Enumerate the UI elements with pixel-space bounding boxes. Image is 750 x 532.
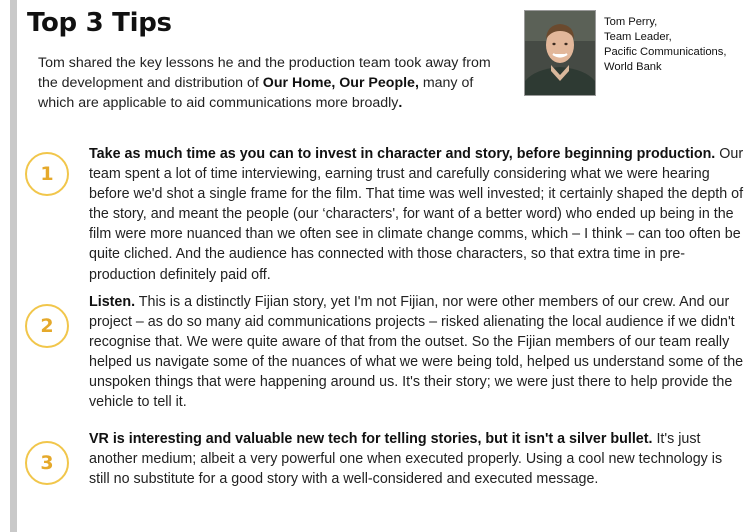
tip-body <box>89 292 744 413</box>
left-accent-bar <box>10 0 17 532</box>
person-portrait-icon <box>525 11 595 95</box>
intro-paragraph <box>38 53 508 113</box>
profile-photo <box>524 10 596 96</box>
intro-text: Tom shared the key lessons he and the production team took away from the development and distribution of <box>38 55 491 91</box>
profile-caption <box>604 15 750 75</box>
profile-name: Tom Perry, <box>604 16 658 28</box>
film-title: Our Home, Our People, <box>262 75 419 91</box>
tip-number-badge: 2 <box>25 304 69 348</box>
tip-heading: Take as much time as you can to invest in character and story, before beginning production. <box>89 146 716 162</box>
tip-number-badge: 3 <box>25 441 69 485</box>
intro-text-end: many of which are applicable to aid communications more broadly <box>38 75 474 111</box>
tip-number-badge: 1 <box>25 152 69 196</box>
profile-department: Pacific Communications, <box>604 46 727 58</box>
tip-heading: Listen. <box>89 294 136 310</box>
intro-period: . <box>398 95 403 111</box>
tip-description: It's just another medium; albeit a very powerful one when executed properly. Using a cool new technology is still no substitute for a good story with a well-considered and executed message. <box>89 431 723 488</box>
tip-heading: VR is interesting and valuable new tech for telling stories, but it isn't a silver bullet. <box>89 431 653 447</box>
page-title: Top 3 Tips <box>27 8 172 38</box>
profile-organization: World Bank <box>604 61 662 73</box>
tip-body <box>89 144 744 285</box>
tip-body <box>89 429 744 489</box>
profile-role: Team Leader, <box>604 31 672 43</box>
tip-description: Our team spent a lot of time interviewing, earning trust and carefully considering what we were hearing before we'd shot a single frame for the film. That time was well invested; it certainly shaped the depth of the story, and meant the people (our ‘characters', for want of a better word) who ended up being in the film were more nuanced than we often see in climate change comms, which – I think – can too often be quite cliched. And the audience has connected with those characters, so that extra time in pre-production definitely paid off. <box>89 146 744 283</box>
tip-description: This is a distinctly Fijian story, yet I'm not Fijian, nor were other members of our crew. And our project – as do so many aid communications projects – risked alienating the local audience if we didn't recognise that. We were quite aware of that from the outset. So the Fijian members of our team really helped us navigate some of the nuances of what we were being told, helped us understand some of the unspoken things that were happening around us. It's their story; we were just there to help provide the vehicle to tell it. <box>89 294 744 411</box>
